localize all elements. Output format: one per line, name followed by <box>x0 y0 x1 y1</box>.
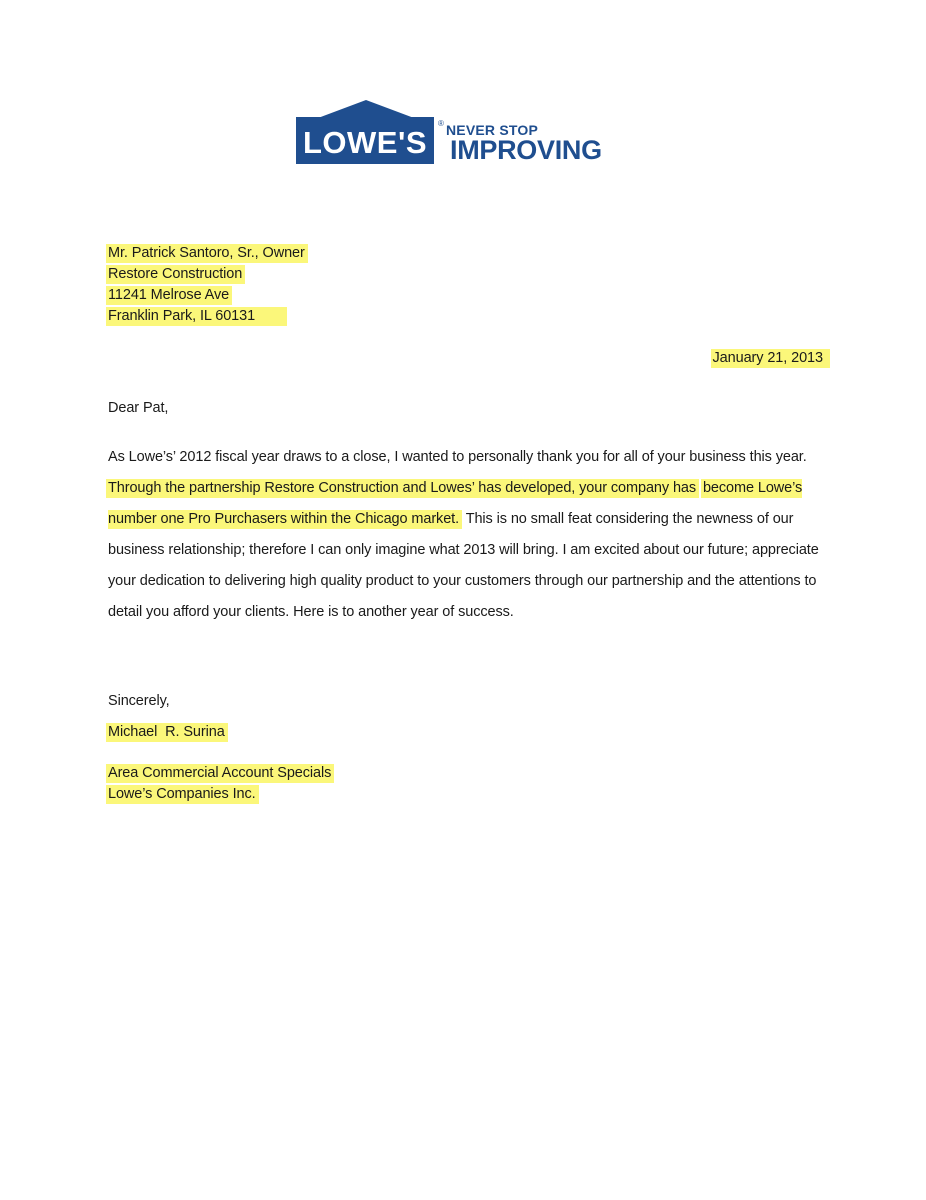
body-text-2: This is no small feat considering the newness of our business relationship; therefore I can only imagine what 2013 will bring. I am excited about our future; appreciate your dedication to delivering high quality product to your customers through our partnership and the attentions to detail you afford your clients. Here is to another year of success. <box>108 511 819 620</box>
tagline-top: NEVER STOP <box>446 122 538 138</box>
tagline-bottom: IMPROVING <box>450 135 602 165</box>
salutation: Dear Pat, <box>108 400 169 416</box>
recipient-name: Mr. Patrick Santoro, Sr., Owner <box>106 244 308 263</box>
logo-trademark: ® <box>438 119 444 128</box>
signer-title-block <box>108 763 334 805</box>
recipient-company: Restore Construction <box>106 265 245 284</box>
body-highlight-2: become Lowe’s number one Pro Purchasers within the Chicago market. <box>108 480 803 527</box>
letter-date: January 21, 2013 <box>711 349 830 368</box>
body-highlight-1: Through the partnership Restore Construction and Lowes’ has developed, your company has <box>106 479 699 498</box>
recipient-address <box>108 243 308 327</box>
recipient-city: Franklin Park, IL 60131 <box>106 307 287 326</box>
closing: Sincerely, <box>108 693 170 709</box>
body-text-1: As Lowe’s’ 2012 fiscal year draws to a close, I wanted to personally thank you for all of your business this year. <box>108 449 807 465</box>
body-paragraph <box>108 442 838 628</box>
lowes-logo <box>296 98 636 166</box>
signer-name: Michael R. Surina <box>106 723 228 742</box>
signer-title: Area Commercial Account Specials <box>106 764 334 783</box>
recipient-street: 11241 Melrose Ave <box>106 286 232 305</box>
signer-company: Lowe’s Companies Inc. <box>106 785 259 804</box>
signer-block <box>108 722 228 743</box>
letter-date-block <box>713 348 830 369</box>
logo-brand-text: LOWE'S <box>302 125 428 160</box>
